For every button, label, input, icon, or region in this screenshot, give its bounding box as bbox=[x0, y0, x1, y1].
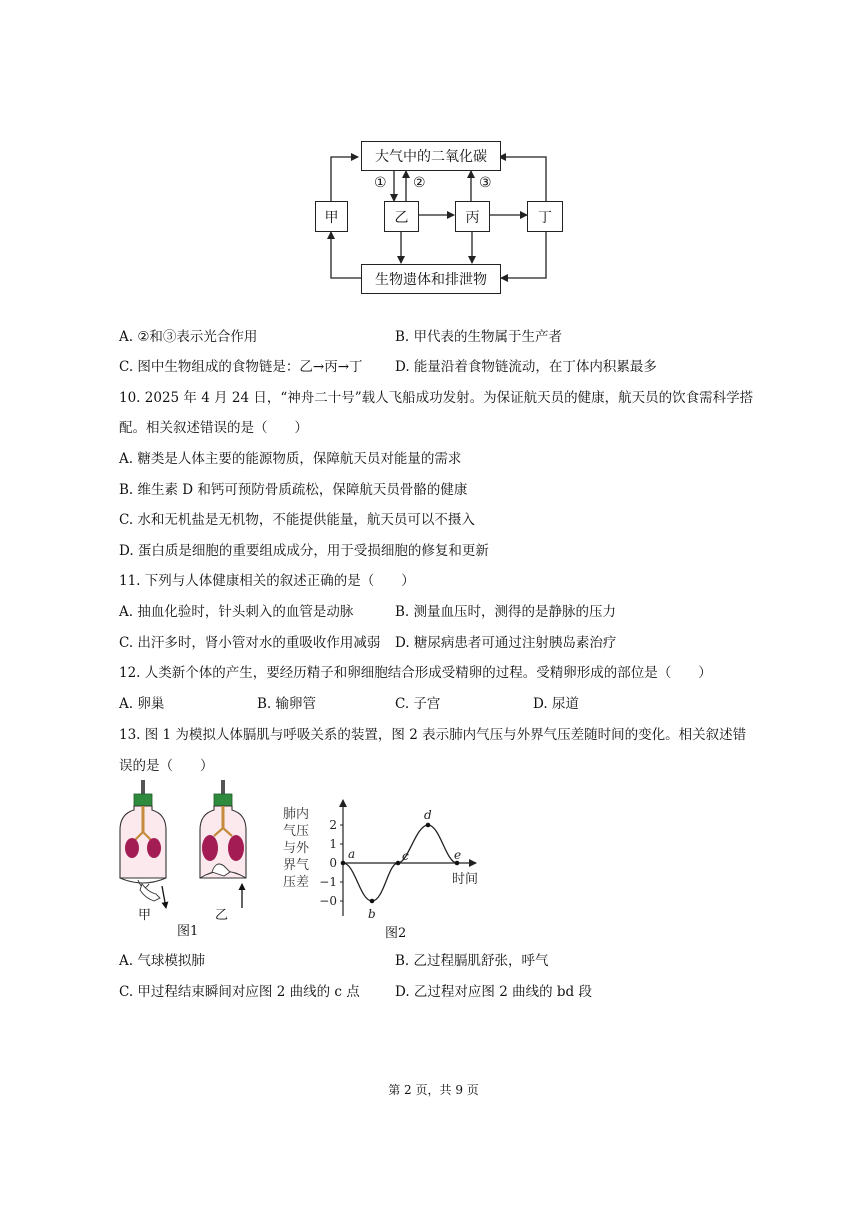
figure2-ylabel-line: 界气 bbox=[283, 858, 310, 873]
q12-option-c: C. 子宫 bbox=[395, 696, 441, 712]
figure1-bell-jar-model bbox=[112, 780, 262, 945]
page-footer: 第 2 页，共 9 页 bbox=[388, 1083, 479, 1097]
box-remains-excreta: 生物遗体和排泄物 bbox=[361, 264, 501, 294]
q10-stem-line1: 10. 2025 年 4 月 24 日，“神舟二十号”载人飞船成功发射。为保证航天员的健康，航天员的饮食需科学搭 bbox=[119, 390, 754, 406]
figure2-point-c bbox=[396, 861, 401, 866]
figure2-point-label: c bbox=[402, 849, 409, 863]
bell-jar-jia bbox=[120, 780, 166, 908]
figure2-ylabel-line: 压差 bbox=[283, 875, 310, 890]
q9-option-c: C. 图中生物组成的食物链是：乙→丙→丁 bbox=[119, 359, 363, 375]
q11-option-a: A. 抽血化验时，针头刺入的血管是动脉 bbox=[119, 604, 354, 620]
mark-3: ③ bbox=[479, 175, 492, 191]
q11-option-c: C. 出汗多时，肾小管对水的重吸收作用减弱 bbox=[119, 635, 381, 651]
figure2-point-label: d bbox=[424, 808, 432, 822]
q9-option-b: B. 甲代表的生物属于生产者 bbox=[395, 329, 563, 345]
figure2-tick: 2 bbox=[329, 818, 337, 832]
figure1-caption: 图1 bbox=[177, 924, 199, 939]
q9-option-d: D. 能量沿着食物链流动，在丁体内积累最多 bbox=[395, 359, 657, 375]
q11-stem: 11. 下列与人体健康相关的叙述正确的是（ ） bbox=[119, 573, 415, 589]
box-atmosphere-co2: 大气中的二氧化碳 bbox=[361, 141, 501, 171]
figure2-point-label: a bbox=[348, 847, 356, 861]
figure2-tick: −1 bbox=[319, 875, 337, 889]
q10-option-c: C. 水和无机盐是无机物，不能提供能量，航天员可以不摄入 bbox=[119, 512, 475, 528]
q12-option-d: D. 尿道 bbox=[533, 696, 579, 712]
box-jia: 甲 bbox=[315, 201, 348, 232]
q10-option-a: A. 糖类是人体主要的能源物质，保障航天员对能量的需求 bbox=[119, 451, 462, 467]
q11-option-b: B. 测量血压时，测得的是静脉的压力 bbox=[395, 604, 617, 620]
q12-stem: 12. 人类新个体的产生，要经历精子和卵细胞结合形成受精卵的过程。受精卵形成的部位是（ ） bbox=[119, 665, 712, 681]
figure2-point-b bbox=[370, 899, 375, 904]
bell-jar-yi bbox=[200, 780, 246, 908]
figure2-caption: 图2 bbox=[385, 926, 407, 941]
mark-2: ② bbox=[413, 175, 426, 191]
box-bing: 丙 bbox=[455, 201, 490, 232]
figure2-point-d bbox=[426, 823, 431, 828]
figure2-ylabel-line: 与外 bbox=[283, 841, 310, 856]
figure1-label-yi: 乙 bbox=[215, 908, 229, 923]
figure2-ylabel bbox=[283, 806, 309, 891]
q13-option-b: B. 乙过程膈肌舒张，呼气 bbox=[395, 953, 549, 969]
figure2-point-label: b bbox=[368, 907, 376, 921]
figure2-xlabel: 时间 bbox=[452, 872, 479, 887]
q13-option-a: A. 气球模拟肺 bbox=[119, 953, 205, 969]
q13-stem-line2: 误的是（ ） bbox=[119, 758, 214, 774]
q11-option-d: D. 糖尿病患者可通过注射胰岛素治疗 bbox=[395, 635, 617, 651]
q12-option-b: B. 输卵管 bbox=[257, 696, 317, 712]
mark-1: ① bbox=[374, 175, 387, 191]
q13-stem-line1: 13. 图 1 为模拟人体膈肌与呼吸关系的装置，图 2 表示肺内气压与外界气压差随时间的变化。相关叙述错 bbox=[119, 727, 747, 743]
q10-stem-line2: 配。相关叙述错误的是（ ） bbox=[119, 420, 308, 436]
q13-option-d: D. 乙过程对应图 2 曲线的 bd 段 bbox=[395, 984, 592, 1000]
q9-option-a: A. ②和③表示光合作用 bbox=[119, 329, 258, 345]
box-yi: 乙 bbox=[384, 201, 419, 232]
figure2-point-label: e bbox=[454, 848, 462, 862]
q13-option-c: C. 甲过程结束瞬间对应图 2 曲线的 c 点 bbox=[119, 984, 360, 1000]
figure2-tick: −0 bbox=[319, 894, 337, 908]
figure2-ylabel-line: 肺内 bbox=[283, 807, 310, 822]
figure2-ylabel-line: 气压 bbox=[283, 824, 310, 839]
figure2-tick: 1 bbox=[329, 837, 337, 851]
q12-option-a: A. 卵巢 bbox=[119, 696, 165, 712]
figure2-tick: 0 bbox=[329, 856, 337, 870]
figure2-pressure-curve bbox=[310, 794, 490, 924]
figure2-point-a bbox=[341, 861, 346, 866]
q10-option-b: B. 维生素 D 和钙可预防骨质疏松，保障航天员骨骼的健康 bbox=[119, 482, 468, 498]
q10-option-d: D. 蛋白质是细胞的重要组成成分，用于受损细胞的修复和更新 bbox=[119, 543, 489, 559]
box-ding: 丁 bbox=[527, 201, 563, 232]
figure1-label-jia: 甲 bbox=[138, 908, 152, 923]
